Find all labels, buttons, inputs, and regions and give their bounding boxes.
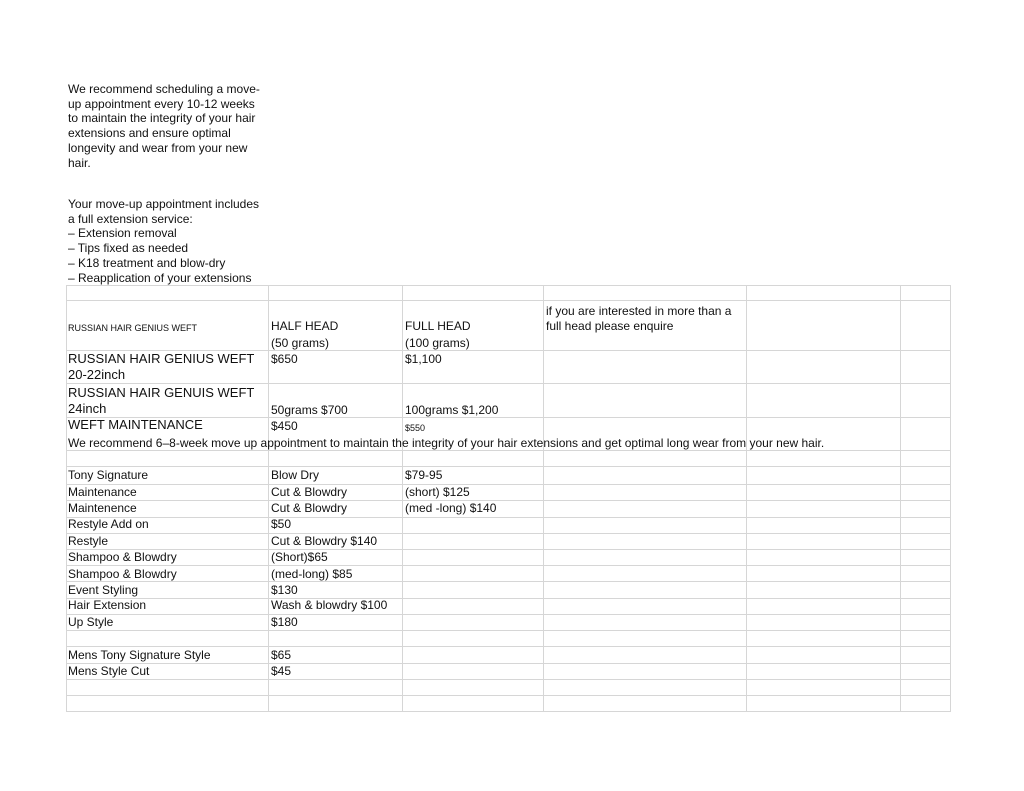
grid-line: [66, 500, 951, 501]
mens-service-price: $45: [271, 664, 292, 678]
weft-row-name: WEFT MAINTENANCE: [68, 417, 203, 432]
intro-line: to maintain the integrity of your hair: [68, 111, 256, 126]
grid-line: [66, 695, 951, 696]
mens-service-name: Mens Tony Signature Style: [68, 648, 211, 662]
weft-row-half-price: 50grams $700: [271, 403, 348, 417]
intro-line: a full extension service:: [68, 211, 193, 226]
mens-service-name: Mens Style Cut: [68, 664, 150, 678]
intro-line: extensions and ensure optimal: [68, 126, 231, 141]
weft-row-full-price: $550: [405, 423, 426, 433]
full-head-header: FULL HEAD: [405, 319, 471, 333]
weft-header-name: RUSSIAN HAIR GENIUS WEFT: [68, 323, 198, 333]
grid-line: [66, 484, 951, 485]
intro-line: – Extension removal: [68, 226, 177, 241]
service-price: (med -long) $140: [405, 501, 497, 515]
service-detail: (Short)$65: [271, 550, 328, 564]
service-detail: $180: [271, 615, 298, 629]
service-price: $79-95: [405, 468, 443, 482]
intro-line: Your move-up appointment includes: [68, 197, 260, 211]
grid-line: [66, 598, 951, 599]
intro-line: – Tips fixed as needed: [68, 241, 189, 256]
weft-row-full-price: 100grams $1,200: [405, 403, 499, 417]
grid-line: [66, 533, 951, 534]
service-name: Shampoo & Blowdry: [68, 550, 177, 564]
service-name: Maintenence: [68, 501, 137, 515]
service-name: Restyle: [68, 534, 109, 548]
intro-paragraph-maintenance: [68, 82, 273, 170]
grid-line: [66, 663, 951, 664]
service-name: Up Style: [68, 615, 114, 629]
intro-line: – Reapplication of your extensions: [68, 270, 252, 285]
mens-service-price: $65: [271, 648, 292, 662]
weft-row-length: 20-22inch: [68, 367, 126, 382]
service-detail: $130: [271, 583, 298, 597]
service-detail: $50: [271, 517, 292, 531]
weft-row-name: RUSSIAN HAIR GENUIS WEFT: [68, 385, 255, 400]
grid-line: [66, 549, 951, 550]
grid-line: [66, 300, 951, 301]
service-detail: Wash & blowdry $100: [271, 598, 388, 612]
weft-row-length: 24inch: [68, 401, 107, 416]
service-name: Restyle Add on: [68, 517, 149, 531]
grid-line: [66, 581, 951, 582]
intro-line: up appointment every 10-12 weeks: [68, 96, 255, 111]
service-name: Event Styling: [68, 583, 139, 597]
half-head-header: HALF HEAD: [271, 319, 339, 333]
service-name: Tony Signature: [68, 468, 149, 482]
service-name: Shampoo & Blowdry: [68, 567, 177, 581]
grid-line: [66, 679, 951, 680]
grid-line: [66, 630, 951, 631]
intro-line: hair.: [68, 155, 91, 170]
weft-row-half-price: $650: [271, 352, 298, 366]
service-name: Hair Extension: [68, 598, 147, 612]
intro-line: longevity and wear from your new: [68, 140, 248, 155]
intro-paragraph-includes: [68, 197, 273, 285]
grid-line: [66, 614, 951, 615]
weft-row-half-price: $450: [271, 419, 298, 433]
service-detail: (med-long) $85: [271, 567, 353, 581]
weft-row-name: RUSSIAN HAIR GENIUS WEFT: [68, 351, 255, 366]
grid-line: [66, 565, 951, 566]
half-head-weight: (50 grams): [271, 336, 330, 350]
intro-line: – K18 treatment and blow-dry: [68, 255, 226, 270]
enquire-note: if you are interested in more than a: [546, 304, 732, 318]
grid-line: [66, 383, 951, 384]
recommendation-text: We recommend 6–8-week move up appointment to maintain the integrity of your hair extensions and get optimal long wear from your new hair.: [68, 436, 825, 450]
weft-row-full-price: $1,100: [405, 352, 442, 366]
service-detail: Cut & Blowdry: [271, 501, 348, 515]
grid-line: [66, 285, 951, 286]
grid-line: [66, 466, 951, 467]
service-detail: Blow Dry: [271, 468, 320, 482]
service-name: Maintenance: [68, 485, 137, 499]
grid-line: [66, 711, 951, 712]
enquire-note: full head please enquire: [546, 319, 674, 333]
intro-line: We recommend scheduling a move-: [68, 82, 260, 96]
service-price: (short) $125: [405, 485, 470, 499]
grid-line: [66, 517, 951, 518]
service-detail: Cut & Blowdry: [271, 485, 348, 499]
service-detail: Cut & Blowdry $140: [271, 534, 378, 548]
full-head-weight: (100 grams): [405, 336, 470, 350]
